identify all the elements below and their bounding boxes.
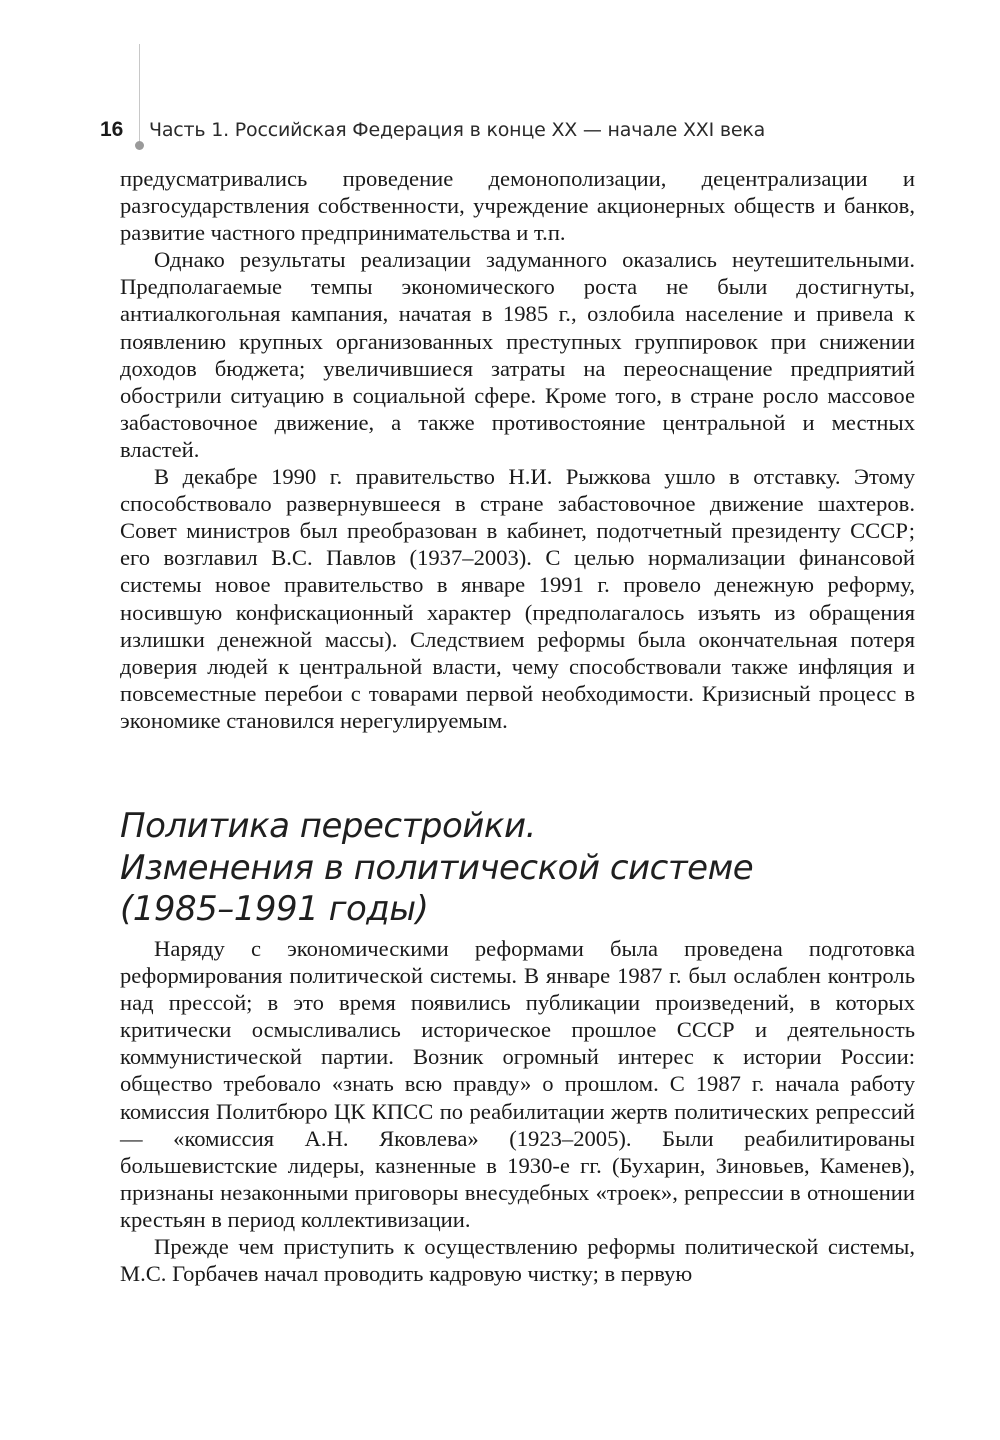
running-title: Часть 1. Российская Федерация в конце XX — начале XXI века bbox=[149, 119, 766, 141]
text-block-bottom bbox=[120, 935, 915, 1287]
paragraph: Однако результаты реализации задуманного оказались неутешительными. Предполагаемые темпы экономического роста не были достигнуты, антиалкогольная кампания, начатая в 1985 г., озлобила население и привела к появлению крупных организованных преступных группировок при снижении доходов бюджета; увеличившиеся затраты на переоснащение предприятий обострили ситуацию в социальной сфере. Кроме того, в стране росло массовое забастовочное движение, а также противостояние центральной и местных властей. bbox=[120, 247, 915, 462]
section-heading-line: (1985–1991 годы) bbox=[120, 889, 429, 929]
section-heading-line: Политика перестройки. bbox=[120, 806, 536, 846]
text-block-top bbox=[120, 165, 915, 734]
paragraph: В декабре 1990 г. правительство Н.И. Рыжкова ушло в отставку. Этому способствовало развернувшееся в стране забастовочное движение шахтеров. Совет министров был преобразован в кабинет, подотчетный президенту СССР; его возглавил В.С. Павлов (1937–2003). С целью нормализации финансовой системы новое правительство в январе 1991 г. провело денежную реформу, носившую конфискационный характер (предполагалось изъять из обращения излишки денежной массы). Следствием реформы была окончательная потеря доверия людей к центральной власти, чему способствовали также инфляция и повсеместные перебои с товарами первой необходимости. Кризисный процесс в экономике становился нерегулируемым. bbox=[120, 464, 915, 733]
page-number: 16 bbox=[100, 118, 124, 141]
section-heading-line: Изменения в политической системе bbox=[120, 847, 754, 888]
page-header-row bbox=[100, 112, 766, 148]
section-heading bbox=[120, 806, 920, 931]
header-dot-marker bbox=[135, 141, 144, 150]
paragraph: предусматривались проведение демонополизации, децентрализации и разгосударствления собственности, учреждение акционерных обществ и банков, развитие частного предпринимательства и т.п. bbox=[120, 166, 915, 246]
paragraph: Прежде чем приступить к осуществлению реформы политической системы, М.С. Горбачев начал проводить кадровую чистку; в первую bbox=[120, 1234, 915, 1287]
header-vertical-rule bbox=[139, 44, 140, 146]
paragraph: Наряду с экономическими реформами была проведена подготовка реформирования политической системы. В январе 1987 г. был ослаблен контроль над прессой; в это время появились публикации произведений, в которых критически осмысливались историческое прошлое СССР и деятельность коммунистической партии. Возник огромный интерес к истории России: общество требовало «знать всю правду» о прошлом. С 1987 г. начала работу комиссия Политбюро ЦК КПСС по реабилитации жертв политических репрессий — «комиссия А.Н. Яковлева» (1923–2005). Были реабилитированы большевистские лидеры, казненные в 1930-е гг. (Бухарин, Зиновьев, Каменев), признаны незаконными приговоры внесудебных «троек», репрессии в отношении крестьян в период коллективизации. bbox=[120, 936, 915, 1232]
